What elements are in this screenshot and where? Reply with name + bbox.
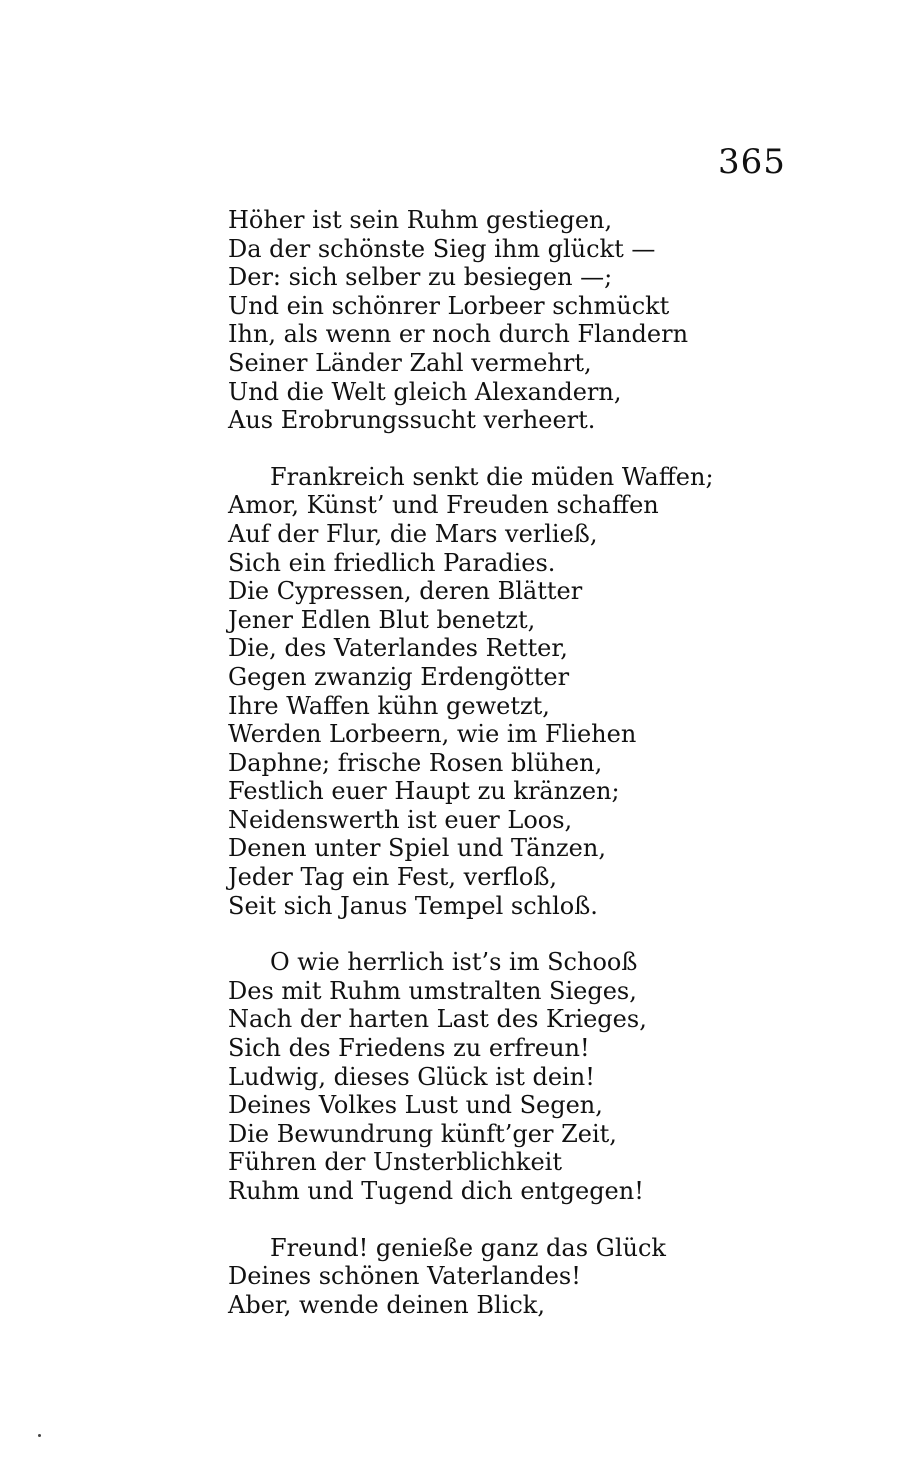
poem-line: Daphne; frische Rosen blühen, [228, 748, 603, 777]
poem-line: Seiner Länder Zahl vermehrt, [228, 348, 592, 377]
poem-line: Nach der harten Last des Krieges, [228, 1005, 647, 1034]
poem-line: Amor, Künst’ und Freuden schaffen [228, 491, 659, 520]
poem-line: Ihre Waffen kühn gewetzt, [228, 691, 550, 720]
poem-line: Höher ist sein Ruhm gestiegen, [228, 206, 613, 234]
page-number: 365 [718, 142, 786, 182]
poem-line: Auf der Flur, die Mars verließ, [228, 519, 598, 548]
poem-line: Führen der Unsterblichkeit [228, 1148, 562, 1177]
poem-line: Ruhm und Tugend dich entgegen! [228, 1177, 644, 1205]
poem-line: Deines Volkes Lust und Segen, [228, 1091, 603, 1120]
stanza-1 [228, 206, 788, 435]
poem-line: Die Bewundrung künft’ger Zeit, [228, 1119, 617, 1148]
poem-line: Jeder Tag ein Fest, verfloß, [228, 863, 558, 892]
poem-line: Deines schönen Vaterlandes! [228, 1262, 581, 1291]
poem-line: Freund! genieße ganz das Glück [270, 1233, 666, 1262]
poem-line: Ludwig, dieses Glück ist dein! [228, 1062, 595, 1091]
stanza-3 [228, 948, 788, 1205]
stanza-2 [228, 463, 788, 921]
poem-line: Die, des Vaterlandes Retter, [228, 634, 568, 663]
poem [228, 206, 788, 1347]
poem-line: Frankreich senkt die müden Waffen; [270, 462, 714, 491]
stanza-4 [228, 1234, 788, 1320]
poem-line: Aber, wende deinen Blick, [228, 1290, 545, 1319]
poem-line: Gegen zwanzig Erdengötter [228, 662, 570, 691]
poem-line: Da der schönste Sieg ihm glückt — [228, 234, 656, 263]
stray-ink-mark [38, 1434, 41, 1437]
poem-line: Aus Erobrungssucht verheert. [228, 406, 596, 435]
poem-line: Der: sich selber zu besiegen —; [228, 263, 613, 292]
poem-line: Die Cypressen, deren Blätter [228, 577, 583, 606]
poem-line: Ihn, als wenn er noch durch Flandern [228, 320, 689, 349]
poem-line: Und ein schönrer Lorbeer schmückt [228, 291, 670, 320]
poem-line: Denen unter Spiel und Tänzen, [228, 834, 606, 863]
poem-line: Sich ein friedlich Paradies. [228, 548, 556, 577]
poem-line: Des mit Ruhm umstralten Sieges, [228, 976, 637, 1005]
poem-line: Seit sich Janus Tempel schloß. [228, 891, 598, 920]
poem-line: Werden Lorbeern, wie im Fliehen [228, 720, 637, 749]
poem-line: Sich des Friedens zu erfreun! [228, 1034, 590, 1063]
poem-line: Festlich euer Haupt zu kränzen; [228, 777, 620, 806]
poem-line: Neidenswerth ist euer Loos, [228, 805, 573, 834]
poem-line: Jener Edlen Blut benetzt, [228, 605, 536, 634]
poem-line: Und die Welt gleich Alexandern, [228, 377, 622, 406]
poem-line: O wie herrlich ist’s im Schooß [270, 948, 638, 977]
